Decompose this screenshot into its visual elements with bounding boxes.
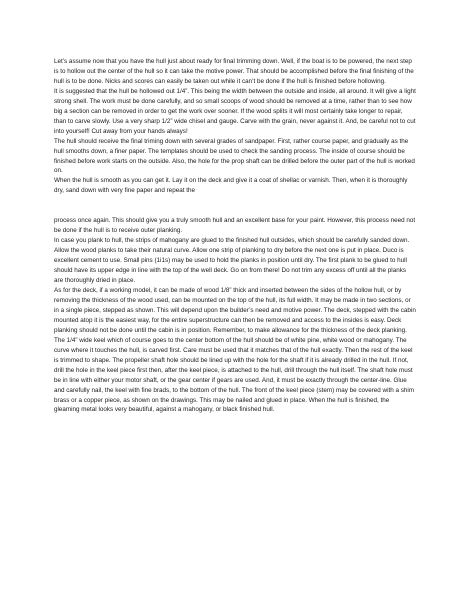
document-page bbox=[54, 57, 416, 415]
paragraph-shellac: When the hull is smooth as you can get it. Lay it on the deck and give it a coat of shellac or varnish. Then, when it is thoroughly dry, sand down with very fine paper and repeat the bbox=[54, 177, 408, 195]
paragraph-deck: As for the deck, if a working model, it can be made of wood 1/8” thick and inserted between the sides of the hollow hull, or by removing the thickness of the wood used, can be mounted on the top of the hull, its full width. It may be made in two sections, or in a single piece, stepped as shown. This will depend upon the builder’s need and motive power. The deck, stepped with the cabin mounted atop it is the easiest way, for the entire superstructure can then be removed and access to the insides is easy. Deck planking should not be done until the cabin is in position. Remember, to make allowance for the thickness of the deck planking. bbox=[54, 287, 416, 334]
paragraph-sanding: The hull should receive the final triming down with several grades of sandpaper. First, rather course paper, and gradually as the hull smooths down, a finer paper. The templates should be used to check the sanding process. The inside of course should be finished before work starts on the outside. Also, the hole for the prop shaft can be drilled before the outer part of the hull is worked on. bbox=[54, 137, 415, 175]
paragraph-keel: The 1/4” wide keel which of course goes to the center bottom of the hull should be of white pine, white wood or mahogany. The curve where it touches the hull, is carved first. Care must be used that it matches that of the hull exactly. Then the rest of the keel is trimmed to shape. The propeller shaft hole should be lined up with the hole for the shaft if it is already drilled in the hull. If not, drill the hole in the keel piece first then, after the keel piece, is attached to the hull, drill through the hull itself. The shaft hole must be in line with either your motor shaft, or the gear center if gears are used. And, it must be exactly through the center-line. Glue and carefully nail, the keel with fine brads, to the bottom of the hull. The front of the keel piece (stem) may be covered with a shim brass or a copper piece, as shown on the drawings. This may be nailed and glued in place. When the hull is finished, the gleaming metal looks very beautiful, against a mahogany, or black finished hull. bbox=[54, 336, 415, 414]
paragraph-intro: Let’s assume now that you have the hull just about ready for final trimming down. Well, if the boat is to be powered, the next step is to hollow out the center of the hull so it can take the motive power. That should be accomplished before the final finishing of the hull is to be done. Nicks and scores can easily be taken out while it can’t be done if the hull is finished before hollowing. bbox=[54, 58, 414, 85]
paragraph-hollowing: It is suggested that the hull be hollowed out 1/4”. This being the width between the outside and inside, all around. It will give a light strong shell. The work must be done carefully, and so small scoops of wood should be removed at a time, rather than to see how big a section can be removed in order to get the work over sooner. If the wood splits it will most certainly take longer to repair, than to carve slowly. Use a very sharp 1/2” wide chisel and gauge. Carve with the grain, never against it. And, be careful not to cut into yourself! Cut away from your hands always! bbox=[54, 87, 416, 135]
paragraph-planking: In case you plank to hull, the strips of mahogany are glued to the finished hull outsides, which should be carefully sanded down. Allow the wood planks to take their natural curve. Allow one strip of planking to dry before the next one is put in place. Duco is excellent cement to use. Small pins (1i1s) may be used to hold the planks in position until dry. The first plank to be glued to hull should have its upper edge in line with the top of the well deck. Go on from there! Do not trim any excess off until all the planks are thoroughly dried in place. bbox=[54, 237, 410, 285]
paragraph-process: process once again. This should give you a truly smooth hull and an excellent base for your paint. However, this process need not be done if the hull is to receive outer planking. bbox=[54, 217, 416, 235]
